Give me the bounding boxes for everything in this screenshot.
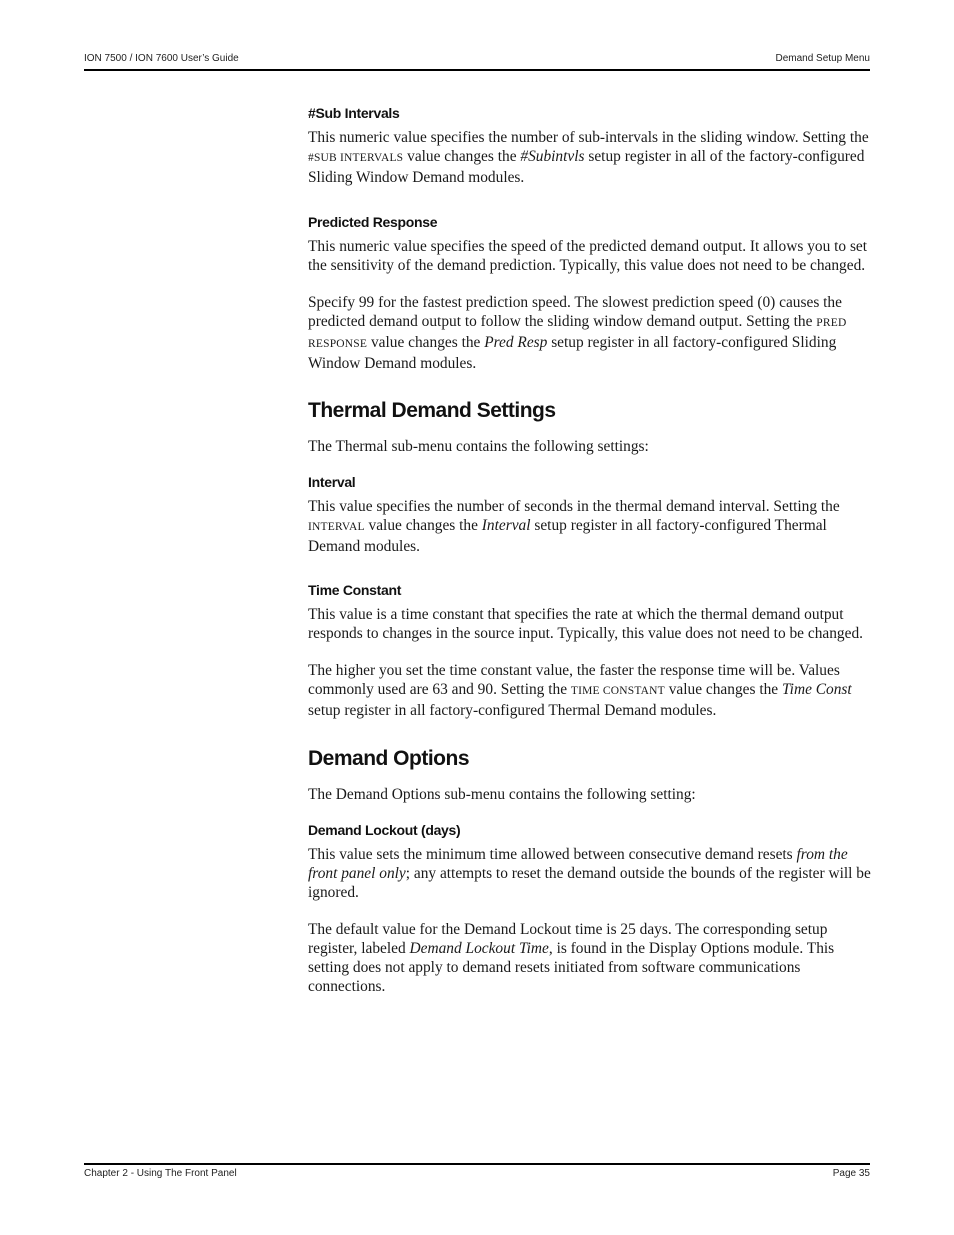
paragraph-predicted-response-1: This numeric value specifies the speed of the predicted demand output. It allows you to set the sensitivity of the demand prediction. Typically, this value does not need to be changed. — [308, 238, 868, 274]
footer-chapter: Chapter 2 - Using The Front Panel — [84, 1168, 237, 1179]
paragraph-time-constant-2: The higher you set the time constant value, the faster the response time will be. Values commonly used are 63 and 90. Setting the TIME CONSTANT value changes the Time Const setup register in all factory-configured Thermal Demand modules. — [308, 662, 852, 719]
section-title-demand-options: Demand Options — [308, 747, 470, 770]
running-footer — [84, 1168, 870, 1179]
thermal-intro: The Thermal sub-menu contains the following settings: — [308, 438, 649, 455]
paragraph-time-constant-1: This value is a time constant that specifies the rate at which the thermal demand output responds to changes in the source input. Typically, this value does not need to be changed. — [308, 606, 863, 642]
paragraph-sub-intervals: This numeric value specifies the number of sub-intervals in the sliding window. Setting the #SUB INTERVALS value changes the #Subintvls setup register in all of the factory-configured Sliding Window Demand modules. — [308, 129, 869, 186]
footer-rule — [84, 1163, 870, 1165]
footer-page-number: Page 35 — [832, 1168, 870, 1179]
running-header — [84, 53, 870, 64]
heading-demand-lockout: Demand Lockout (days) — [308, 822, 461, 838]
paragraph-interval: This value specifies the number of seconds in the thermal demand interval. Setting the INTERVAL value changes the Interval setup register in all factory-configured Thermal Demand modules. — [308, 498, 840, 555]
header-section-title: Demand Setup Menu — [775, 53, 870, 64]
heading-predicted-response: Predicted Response — [308, 214, 438, 230]
paragraph-demand-lockout-1: This value sets the minimum time allowed between consecutive demand resets from the front panel only; any attempts to reset the demand outside the bounds of the register will be ignored. — [308, 846, 871, 901]
heading-time-constant: Time Constant — [308, 582, 402, 598]
page-body — [308, 105, 873, 996]
demand-options-intro: The Demand Options sub-menu contains the following setting: — [308, 786, 696, 803]
paragraph-predicted-response-2: Specify 99 for the fastest prediction speed. The slowest prediction speed (0) causes the predicted demand output to follow the sliding window demand output. Setting the PRED RESPONSE value changes the Pred Resp setup register in all factory-configured Sliding Window Demand modules. — [308, 294, 847, 372]
section-title-thermal: Thermal Demand Settings — [308, 399, 556, 422]
header-rule — [84, 69, 870, 71]
header-doc-title: ION 7500 / ION 7600 User’s Guide — [84, 53, 239, 64]
paragraph-demand-lockout-2: The default value for the Demand Lockout time is 25 days. The corresponding setup register, labeled Demand Lockout Time, is found in the Display Options module. This setting does not apply to demand resets initiated from software communications connections. — [308, 921, 835, 995]
heading-interval: Interval — [308, 474, 356, 490]
heading-sub-intervals: #Sub Intervals — [308, 105, 400, 121]
